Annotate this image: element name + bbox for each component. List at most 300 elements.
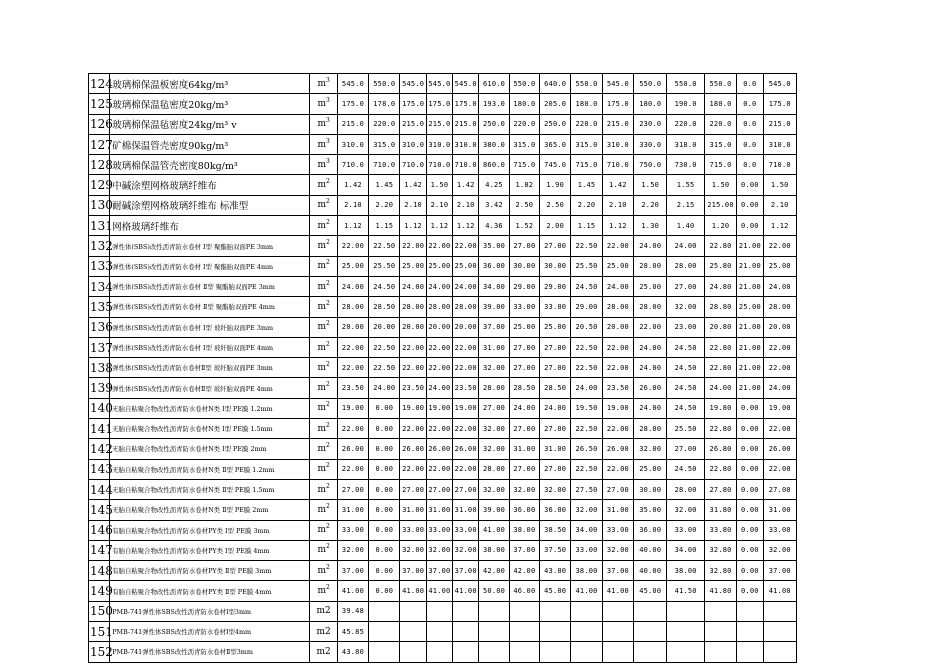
price-cell: 31.00 [400,500,426,520]
price-cell: 4.36 [479,216,509,236]
price-cell: 27.00 [602,479,633,499]
price-cell: 22.00 [337,419,368,439]
price-cell: 25.00 [737,297,763,317]
price-cell: 36.00 [634,520,667,540]
price-cell [509,601,539,621]
price-cell: 31.00 [602,500,633,520]
table-body [89,74,797,663]
material-name: 无胎自粘聚合物改性沥青防水卷材N类 I型 PE膜 1.2mm [110,398,310,418]
unit-exponent: 3 [325,96,330,104]
price-cell: 715.0 [571,155,602,175]
price-cell: 32.00 [571,500,602,520]
unit-text: m [317,180,326,191]
price-cell: 41.50 [667,581,704,601]
price-cell: 0.00 [369,581,400,601]
unit-exponent: 2 [325,360,330,368]
table-row [89,236,797,256]
price-cell: 1.12 [337,216,368,236]
price-cell: 3.42 [479,195,509,215]
price-cell: 33.00 [337,520,368,540]
price-cell: 0.0 [737,155,763,175]
price-cell: 25.00 [453,256,479,276]
table-row [89,622,797,642]
price-cell: 25.50 [369,256,400,276]
price-cell: 32.00 [426,540,452,560]
price-cell [540,622,571,642]
price-cell: 37.00 [602,561,633,581]
unit-text: m [317,98,326,109]
unit-cell [310,581,337,601]
price-cell [667,601,704,621]
unit-text: m [317,342,326,353]
price-cell: 28.00 [337,297,368,317]
price-cell: 22.00 [602,358,633,378]
price-cell: 38.00 [509,520,539,540]
unit-text: m [317,322,326,333]
price-cell: 22.00 [634,317,667,337]
price-cell: 27.00 [400,479,426,499]
price-cell: 21.00 [737,276,763,296]
table-row [89,561,797,581]
price-cell: 22.00 [426,419,452,439]
price-cell: 175.0 [400,94,426,114]
price-cell: 34.00 [571,520,602,540]
price-cell: 2.50 [509,195,539,215]
unit-exponent: 2 [325,320,330,328]
price-cell: 41.80 [704,581,736,601]
price-cell: 2.00 [540,216,571,236]
price-cell: 21.00 [737,358,763,378]
price-cell: 20.00 [763,317,797,337]
price-cell: 19.00 [337,398,368,418]
price-cell [634,642,667,662]
price-cell: 37.00 [453,561,479,581]
row-number: 142 [89,439,110,459]
price-cell: 32.00 [763,540,797,560]
row-number: 136 [89,317,110,337]
price-cell: 0.00 [737,479,763,499]
price-cell: 0.0 [737,134,763,154]
price-cell: 710.0 [400,155,426,175]
price-cell [479,622,509,642]
price-cell: 550.0 [704,74,736,94]
row-number: 129 [89,175,110,195]
price-cell: 37.00 [479,317,509,337]
price-cell: 22.00 [426,337,452,357]
price-cell: 31.00 [479,337,509,357]
price-cell: 22.80 [704,459,736,479]
price-cell: 1.50 [704,175,736,195]
price-cell: 175.0 [602,94,633,114]
material-name: 玻璃棉保温毡密度20kg/m³ [110,94,310,114]
table-row [89,378,797,398]
price-cell: 0.00 [737,459,763,479]
table-row [89,358,797,378]
price-cell: 0.00 [369,479,400,499]
row-number: 141 [89,419,110,439]
price-cell [602,601,633,621]
price-cell: 22.50 [571,236,602,256]
price-cell: 21.00 [737,236,763,256]
unit-exponent: 2 [325,178,330,186]
price-cell: 29.00 [509,276,539,296]
price-cell: 175.0 [426,94,452,114]
price-cell [763,622,797,642]
price-cell: 0.00 [737,216,763,236]
price-cell: 24.00 [426,276,452,296]
unit-exponent: 2 [325,563,330,571]
material-name: 无胎自粘聚合物改性沥青防水卷材N类 Ⅱ型 PE膜 1.2mm [110,459,310,479]
price-cell: 215.0 [453,114,479,134]
price-cell: 19.00 [763,398,797,418]
price-cell: 0.00 [737,175,763,195]
price-cell: 31.00 [763,500,797,520]
price-cell: 220.0 [704,114,736,134]
price-cell: 545.0 [426,74,452,94]
unit-text: m [317,241,326,252]
price-cell [571,642,602,662]
table-row [89,216,797,236]
price-cell: 24.50 [667,358,704,378]
table-row [89,439,797,459]
price-cell: 33.00 [763,520,797,540]
price-cell: 28.00 [453,297,479,317]
price-cell [602,642,633,662]
price-cell: 32.00 [479,419,509,439]
unit-text: m [317,504,326,515]
price-cell: 0.00 [369,419,400,439]
price-cell: 22.50 [369,337,400,357]
price-cell: 28.00 [634,419,667,439]
price-cell: 545.0 [453,74,479,94]
price-cell: 1.50 [426,175,452,195]
price-cell: 22.80 [704,337,736,357]
price-cell: 1.82 [509,175,539,195]
price-cell: 22.00 [453,419,479,439]
unit-text: m2 [316,646,331,657]
material-name: 有胎自粘聚合物改性沥青防水卷材PY类 I型 PE膜 3mm [110,520,310,540]
unit-text: m [317,159,326,170]
price-cell: 27.00 [337,479,368,499]
price-cell: 22.00 [763,358,797,378]
price-cell: 1.30 [634,216,667,236]
unit-exponent: 3 [325,117,330,125]
price-cell: 1.42 [602,175,633,195]
row-number: 149 [89,581,110,601]
table-row [89,134,797,154]
price-cell [540,601,571,621]
price-cell: 550.0 [369,74,400,94]
material-name: 无胎自粘聚合物改性沥青防水卷材N类 Ⅱ型 PE膜 2mm [110,500,310,520]
unit-cell [310,358,337,378]
row-number: 133 [89,256,110,276]
price-cell: 180.0 [571,94,602,114]
price-cell: 1.42 [453,175,479,195]
unit-cell [310,94,337,114]
price-cell: 2.20 [369,195,400,215]
price-cell: 33.00 [602,520,633,540]
price-cell: 24.00 [602,276,633,296]
price-table [88,73,797,663]
price-cell: 27.00 [509,419,539,439]
price-cell: 1.42 [400,175,426,195]
unit-exponent: 2 [325,218,330,226]
price-cell: 26.00 [602,439,633,459]
price-cell: 19.80 [704,398,736,418]
price-cell [369,622,400,642]
price-cell [453,601,479,621]
price-cell: 710.0 [453,155,479,175]
price-cell: 29.00 [571,297,602,317]
unit-cell [310,175,337,195]
price-cell: 0.00 [737,195,763,215]
price-cell: 24.50 [667,378,704,398]
price-cell: 0.00 [737,540,763,560]
price-cell [369,642,400,662]
price-cell: 33.00 [540,297,571,317]
price-cell: 31.00 [540,439,571,459]
material-name: 无胎自粘聚合物改性沥青防水卷材N类 I型 PE膜 2mm [110,439,310,459]
price-cell: 39.48 [337,601,368,621]
price-cell: 45.85 [337,622,368,642]
price-cell: 1.55 [667,175,704,195]
price-cell: 42.00 [479,561,509,581]
table-row [89,175,797,195]
unit-exponent: 2 [325,299,330,307]
unit-cell [310,622,337,642]
price-cell: 27.00 [509,358,539,378]
price-cell: 28.00 [667,479,704,499]
price-cell: 180.0 [634,94,667,114]
price-cell: 32.00 [667,297,704,317]
price-cell: 0.00 [737,520,763,540]
row-number: 131 [89,216,110,236]
unit-cell [310,155,337,175]
unit-exponent: 3 [325,157,330,165]
row-number: 145 [89,500,110,520]
price-cell: 2.15 [667,195,704,215]
table-row [89,256,797,276]
price-cell: 41.00 [400,581,426,601]
unit-text: m [317,281,326,292]
row-number: 146 [89,520,110,540]
price-cell: 640.0 [540,74,571,94]
unit-cell [310,216,337,236]
price-cell: 20.00 [426,317,452,337]
price-cell: 25.00 [634,276,667,296]
price-cell: 27.00 [540,419,571,439]
price-cell: 33.00 [426,520,452,540]
price-cell: 175.0 [453,94,479,114]
price-cell: 0.00 [737,398,763,418]
price-cell [400,642,426,662]
price-cell: 250.0 [540,114,571,134]
material-name: 弹性体(SBS)改性沥青防水卷材 I型 聚酯胎双面PE 3mm [110,236,310,256]
unit-text: m [317,78,326,89]
unit-cell [310,256,337,276]
unit-exponent: 2 [325,584,330,592]
price-cell: 27.00 [540,236,571,256]
price-cell: 25.00 [763,256,797,276]
price-cell: 23.50 [602,378,633,398]
price-cell: 32.00 [337,540,368,560]
price-cell: 22.50 [369,236,400,256]
unit-cell [310,236,337,256]
price-cell: 26.00 [426,439,452,459]
material-name: 玻璃棉保温毡密度24kg/m³ v [110,114,310,134]
price-cell: 22.50 [571,419,602,439]
price-cell [704,642,736,662]
price-cell: 730.0 [667,155,704,175]
table-row [89,94,797,114]
price-cell: 27.00 [426,479,452,499]
price-cell: 22.00 [602,419,633,439]
material-name: 弹性体(SBS)改性沥青防水卷材Ⅱ型 玻纤胎双面PE 3mm [110,358,310,378]
price-cell: 22.00 [426,459,452,479]
price-cell: 22.00 [400,358,426,378]
price-cell: 31.00 [426,500,452,520]
price-cell: 710.0 [426,155,452,175]
price-cell: 25.00 [337,256,368,276]
table-row [89,520,797,540]
unit-exponent: 2 [325,340,330,348]
table-row [89,195,797,215]
price-cell: 745.0 [540,155,571,175]
price-cell: 545.0 [763,74,797,94]
price-cell: 24.00 [337,276,368,296]
price-cell: 20.00 [337,317,368,337]
unit-cell [310,642,337,662]
price-cell: 28.00 [426,297,452,317]
price-cell: 24.50 [667,398,704,418]
price-cell: 22.00 [426,236,452,256]
price-cell: 0.00 [737,500,763,520]
unit-cell [310,297,337,317]
row-number: 150 [89,601,110,621]
unit-exponent: 2 [325,401,330,409]
price-cell: 365.0 [540,134,571,154]
table-row [89,459,797,479]
price-cell: 178.0 [369,94,400,114]
price-cell: 32.00 [540,479,571,499]
price-cell: 38.00 [479,540,509,560]
price-cell [763,601,797,621]
row-number: 130 [89,195,110,215]
price-cell [634,622,667,642]
row-number: 140 [89,398,110,418]
price-cell: 36.00 [479,256,509,276]
unit-exponent: 2 [325,381,330,389]
price-cell: 27.00 [540,358,571,378]
unit-text: m [317,586,326,597]
price-cell: 25.00 [540,317,571,337]
unit-cell [310,276,337,296]
price-cell: 38.50 [540,520,571,540]
price-cell [509,622,539,642]
price-cell: 315.0 [509,134,539,154]
price-cell: 1.12 [763,216,797,236]
unit-cell [310,195,337,215]
price-cell: 24.00 [634,358,667,378]
price-cell: 0.00 [737,419,763,439]
material-name: 弹性体(SBS)改性沥青防水卷材Ⅱ型 玻纤胎双面PE 4mm [110,378,310,398]
table-row [89,642,797,662]
price-cell: 1.20 [704,216,736,236]
price-cell: 22.80 [704,419,736,439]
row-number: 152 [89,642,110,662]
price-cell: 28.00 [667,256,704,276]
price-cell: 42.00 [509,561,539,581]
price-cell: 22.00 [337,459,368,479]
price-cell: 20.00 [602,317,633,337]
price-cell: 24.50 [369,276,400,296]
price-cell: 2.10 [763,195,797,215]
unit-cell [310,74,337,94]
price-cell: 22.50 [571,358,602,378]
price-cell [634,601,667,621]
row-number: 128 [89,155,110,175]
material-name: 有胎自粘聚合物改性沥青防水卷材PY类 Ⅱ型 PE膜 4mm [110,581,310,601]
price-cell: 41.00 [571,581,602,601]
unit-cell [310,520,337,540]
price-cell: 19.00 [453,398,479,418]
table-row [89,500,797,520]
price-cell: 545.0 [400,74,426,94]
price-cell: 43.80 [337,642,368,662]
price-cell: 41.00 [763,581,797,601]
price-cell: 1.50 [763,175,797,195]
price-cell [400,601,426,621]
price-cell: 31.80 [704,500,736,520]
price-cell: 220.0 [667,114,704,134]
price-cell: 28.50 [540,378,571,398]
price-cell: 33.00 [667,520,704,540]
price-cell: 1.50 [634,175,667,195]
price-cell: 20.00 [453,317,479,337]
price-cell: 0.0 [737,74,763,94]
unit-cell [310,479,337,499]
unit-exponent: 2 [325,543,330,551]
price-cell: 33.00 [509,297,539,317]
price-cell: 19.00 [400,398,426,418]
unit-cell [310,398,337,418]
unit-cell [310,439,337,459]
material-name: 无胎自粘聚合物改性沥青防水卷材N类 Ⅱ型 PE膜 1.5mm [110,479,310,499]
row-number: 132 [89,236,110,256]
price-cell: 315.0 [571,134,602,154]
row-number: 124 [89,74,110,94]
price-cell: 28.00 [479,378,509,398]
price-cell: 26.80 [704,439,736,459]
price-cell: 1.12 [602,216,633,236]
price-cell: 310.0 [453,134,479,154]
price-cell [763,642,797,662]
table-row [89,337,797,357]
price-cell: 0.00 [369,561,400,581]
price-cell: 34.00 [667,540,704,560]
unit-text: m [317,525,326,536]
price-cell: 2.10 [337,195,368,215]
price-cell: 32.80 [704,561,736,581]
price-cell: 24.00 [540,398,571,418]
table-row [89,479,797,499]
price-cell [479,601,509,621]
price-cell: 37.00 [509,540,539,560]
unit-cell [310,500,337,520]
price-cell: 32.00 [400,540,426,560]
price-cell: 22.50 [571,337,602,357]
unit-text: m [317,200,326,211]
